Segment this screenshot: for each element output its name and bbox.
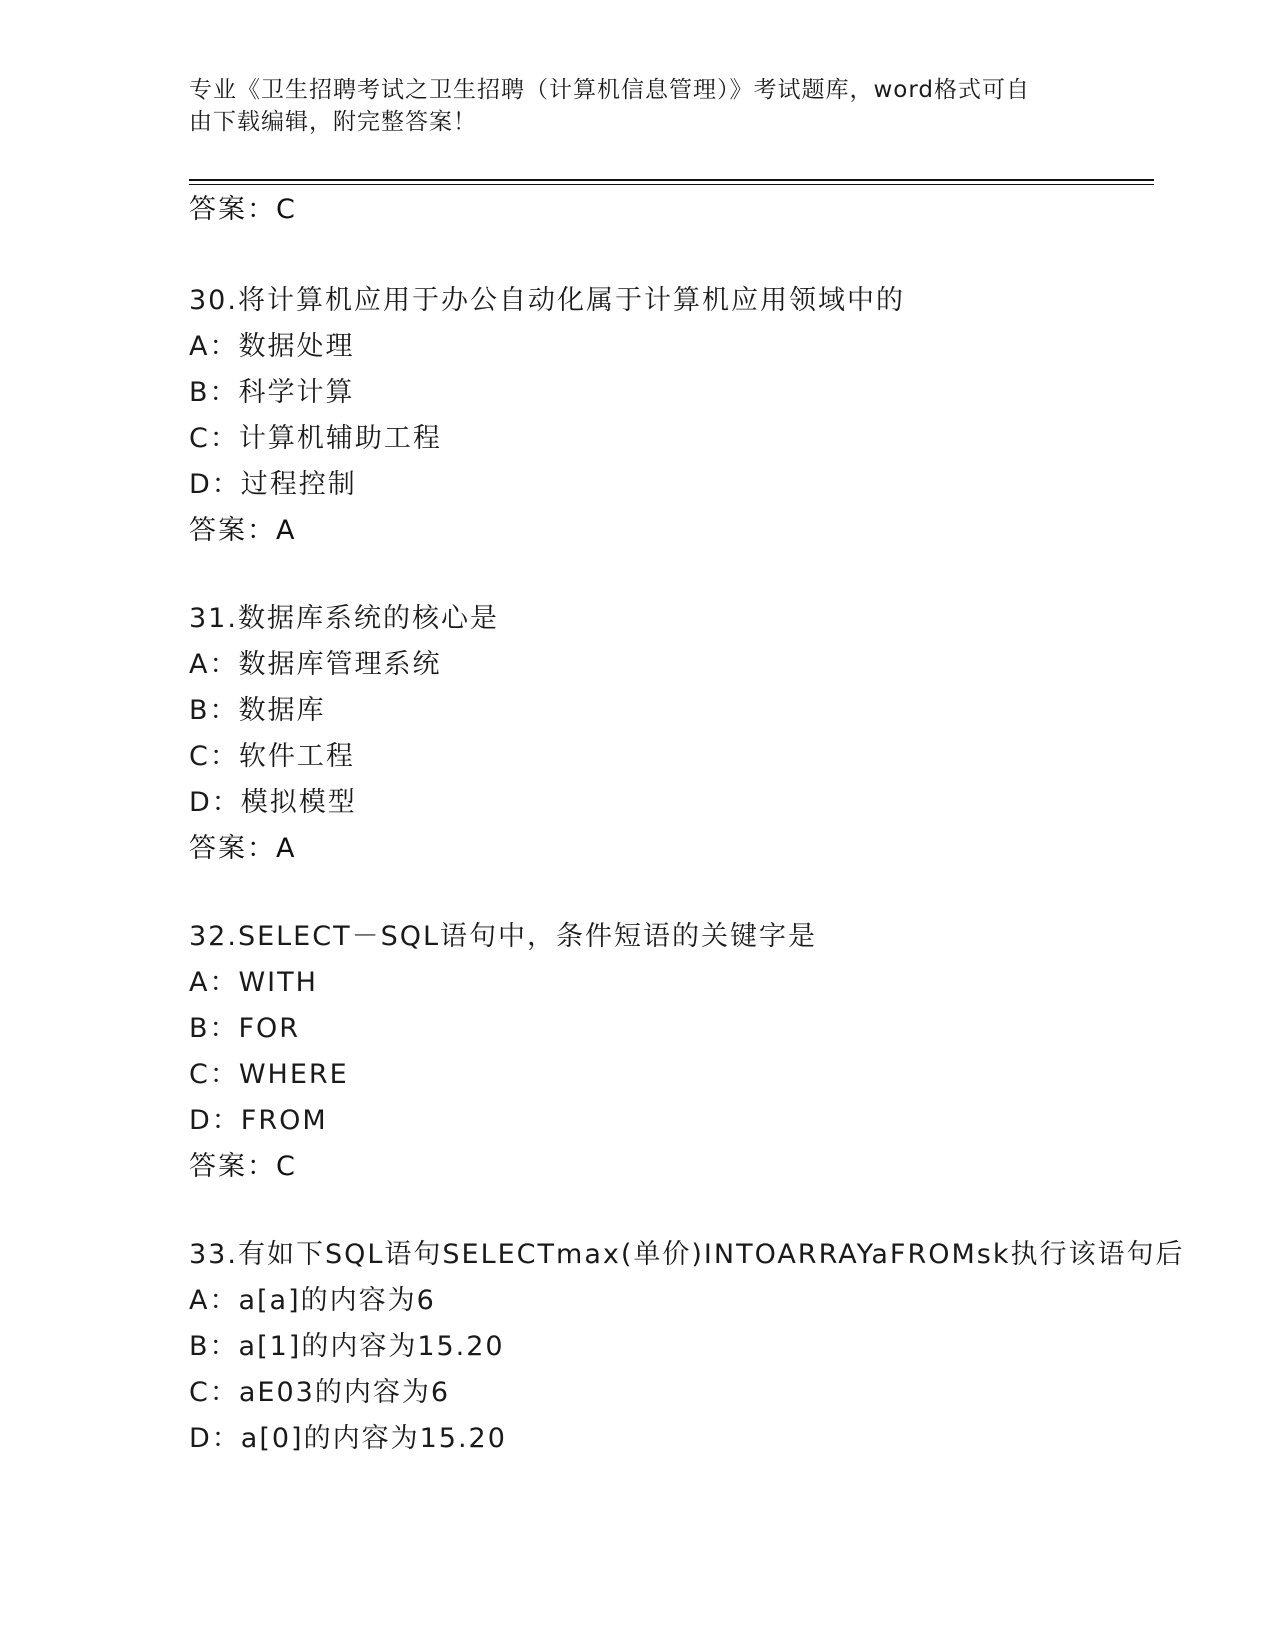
option-d: D：a[0]的内容为15.20 (189, 1423, 507, 1454)
option-c: C：计算机辅助工程 (189, 423, 442, 454)
option-d: D：模拟模型 (189, 787, 357, 818)
option-c: C：软件工程 (189, 741, 355, 772)
header-line-1: 专业《卫生招聘考试之卫生招聘（计算机信息管理）》考试题库，word格式可自 (189, 77, 1031, 103)
header-divider-thin (189, 184, 1154, 185)
option-b: B：科学计算 (189, 377, 355, 408)
document-header (189, 74, 1089, 138)
question-33 (189, 1232, 1189, 1462)
question-30 (189, 278, 1189, 554)
option-d: D：过程控制 (189, 469, 357, 500)
option-c: C：WHERE (189, 1059, 349, 1090)
option-d: D：FROM (189, 1105, 328, 1136)
answer: 答案：A (189, 515, 297, 546)
question-stem: 30.将计算机应用于办公自动化属于计算机应用领域中的 (189, 285, 905, 316)
option-a: A：数据处理 (189, 331, 355, 362)
question-stem: 32.SELECT－SQL语句中，条件短语的关键字是 (189, 921, 818, 952)
question-31 (189, 596, 1189, 872)
header-line-2: 由下载编辑，附完整答案！ (189, 109, 477, 135)
option-b: B：数据库 (189, 695, 326, 726)
question-32 (189, 914, 1189, 1190)
previous-answer: 答案：C (189, 194, 297, 225)
option-a: A：WITH (189, 967, 318, 998)
option-b: B：FOR (189, 1013, 301, 1044)
question-stem: 33.有如下SQL语句SELECTmax(单价)INTOARRAYaFROMsk执行该语句后 (189, 1239, 1185, 1270)
option-a: A：a[a]的内容为6 (189, 1285, 436, 1316)
question-stem: 31.数据库系统的核心是 (189, 603, 499, 634)
option-a: A：数据库管理系统 (189, 649, 442, 680)
option-b: B：a[1]的内容为15.20 (189, 1331, 505, 1362)
header-divider-thick (189, 179, 1154, 181)
answer: 答案：A (189, 833, 297, 864)
option-c: C：aE03的内容为6 (189, 1377, 450, 1408)
answer: 答案：C (189, 1151, 297, 1182)
